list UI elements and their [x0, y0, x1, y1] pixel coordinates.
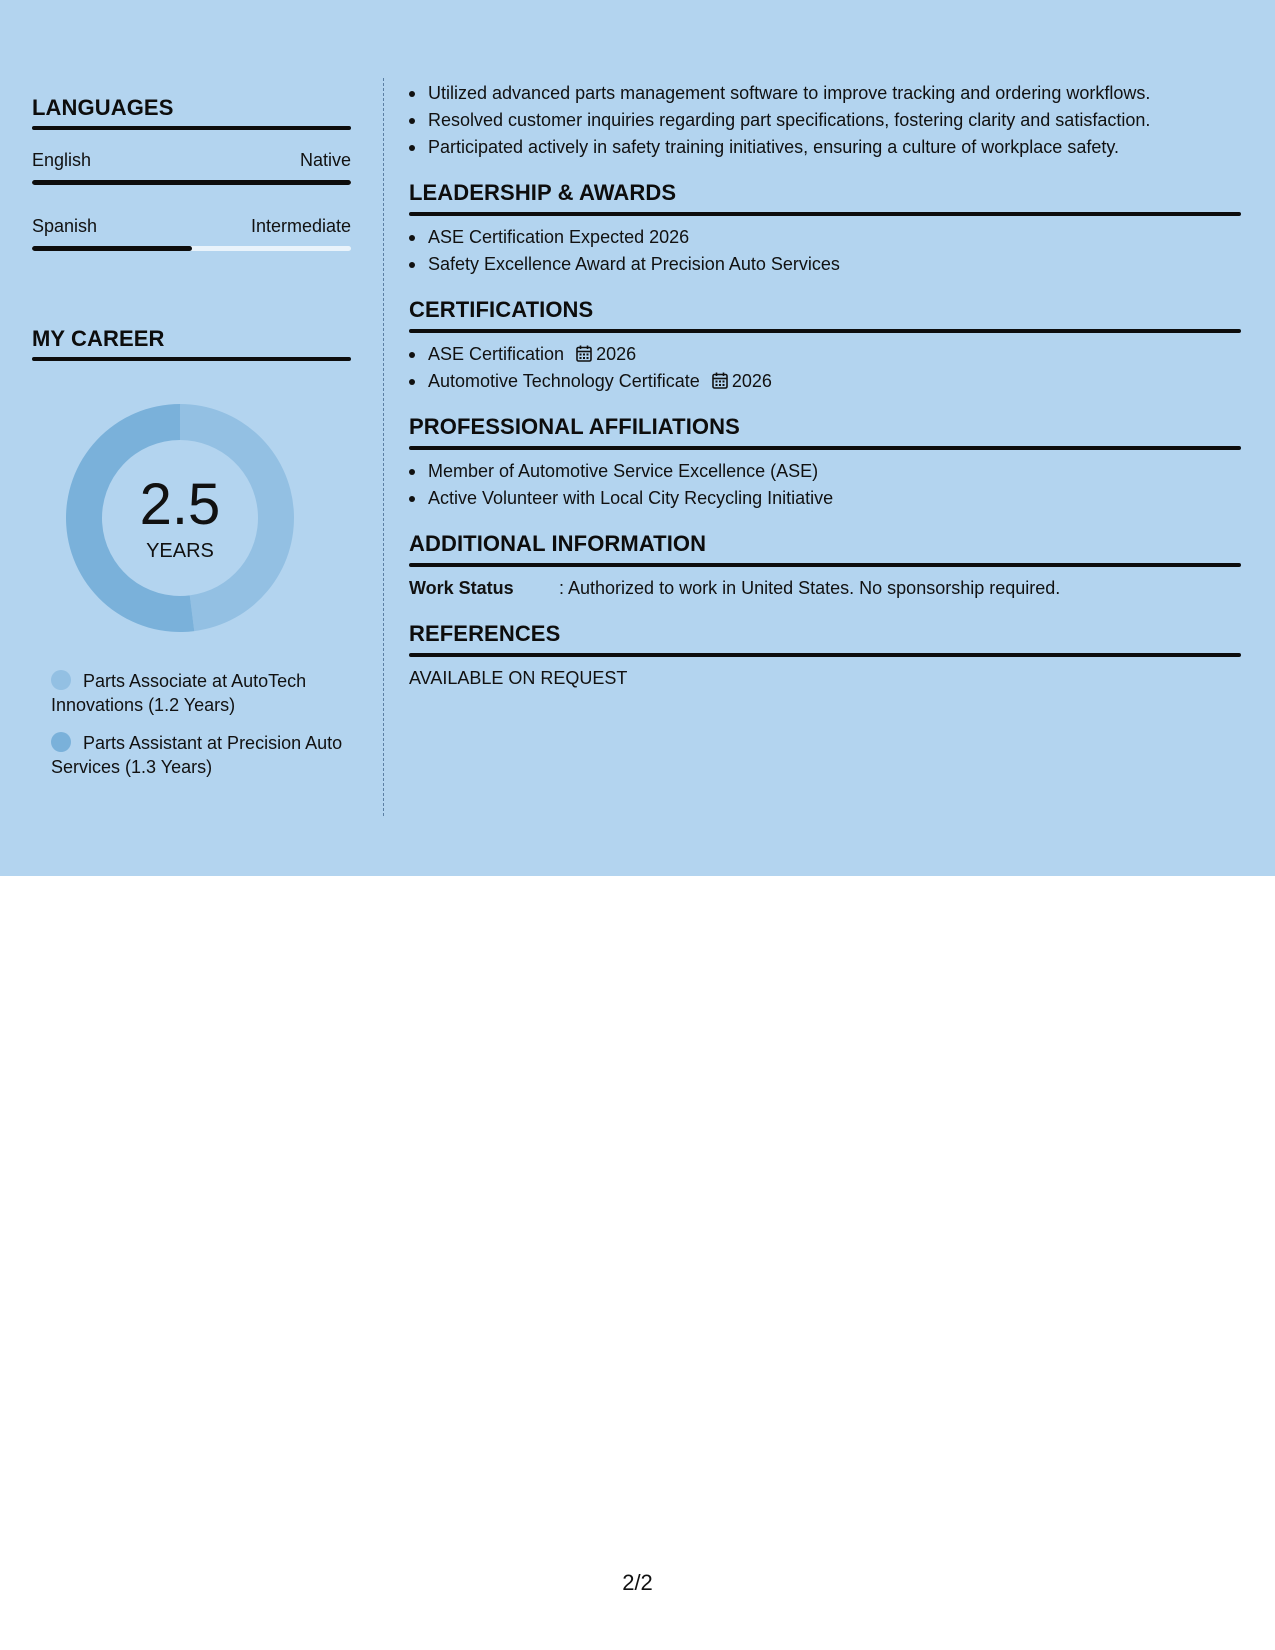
work-status-label: Work Status	[409, 578, 514, 598]
languages-rule	[32, 126, 351, 130]
affiliations-title: PROFESSIONAL AFFILIATIONS	[409, 414, 740, 439]
list-item: Utilized advanced parts management software to improve tracking and ordering workflows.	[409, 80, 1241, 107]
additional-info-rule	[409, 563, 1241, 567]
certification-name: ASE Certification	[428, 344, 565, 364]
language-name: Spanish	[32, 216, 98, 236]
main-content	[409, 80, 1241, 692]
list-item: Safety Excellence Award at Precision Auto Services	[409, 251, 1241, 278]
certification-year: 2026	[596, 344, 637, 364]
column-divider	[383, 78, 384, 816]
leadership-title: LEADERSHIP & AWARDS	[409, 180, 677, 205]
language-proficiency-bar	[32, 246, 351, 251]
language-item-spanish	[32, 214, 351, 251]
legend-item	[51, 669, 351, 717]
list-item: Member of Automotive Service Excellence (ASE)	[409, 458, 1241, 485]
certifications-rule	[409, 329, 1241, 333]
references-title: REFERENCES	[409, 621, 561, 646]
list-item: Resolved customer inquiries regarding part specifications, fostering clarity and satisfaction.	[409, 107, 1241, 134]
list-item: Participated actively in safety training initiatives, ensuring a culture of workplace safety.	[409, 134, 1241, 161]
page-number: 2/2	[622, 1570, 653, 1595]
work-status-value: : Authorized to work in United States. No sponsorship required.	[559, 578, 1061, 598]
sidebar	[32, 92, 351, 793]
certification-item	[409, 341, 1241, 368]
calendar-icon	[576, 345, 592, 362]
language-level: Native	[299, 150, 351, 170]
career-total-unit: YEARS	[146, 540, 214, 562]
languages-section	[32, 92, 351, 251]
certifications-section	[409, 294, 1241, 395]
legend-label: Parts Associate at AutoTech Innovations (1.2 Years)	[51, 671, 307, 715]
work-status-row	[409, 575, 1241, 602]
career-total-years: 2.5	[139, 472, 221, 537]
language-proficiency-bar	[32, 180, 351, 185]
legend-item	[51, 731, 351, 779]
career-section	[32, 323, 351, 779]
additional-info-title: ADDITIONAL INFORMATION	[409, 531, 707, 556]
list-item: ASE Certification Expected 2026	[409, 224, 1241, 251]
list-item: Active Volunteer with Local City Recycling Initiative	[409, 485, 1241, 512]
legend-label: Parts Assistant at Precision Auto Services (1.3 Years)	[51, 733, 343, 777]
language-name: English	[32, 150, 92, 170]
leadership-rule	[409, 212, 1241, 216]
donut-center	[65, 403, 295, 633]
certification-item	[409, 368, 1241, 395]
references-text: AVAILABLE ON REQUEST	[409, 668, 628, 688]
career-legend	[51, 669, 351, 779]
legend-dot	[51, 670, 71, 690]
experience-bullets	[409, 80, 1241, 161]
language-item-english	[32, 148, 351, 185]
language-proficiency-fill	[32, 180, 351, 185]
career-rule	[32, 357, 351, 361]
language-proficiency-fill	[32, 246, 192, 251]
additional-info-section	[409, 528, 1241, 602]
affiliations-rule	[409, 446, 1241, 450]
legend-dot	[51, 732, 71, 752]
affiliations-section	[409, 411, 1241, 512]
references-section	[409, 618, 1241, 692]
references-rule	[409, 653, 1241, 657]
certification-name: Automotive Technology Certificate	[428, 371, 700, 391]
leadership-section	[409, 177, 1241, 278]
languages-title: LANGUAGES	[32, 95, 174, 120]
certification-year: 2026	[731, 371, 772, 391]
certifications-title: CERTIFICATIONS	[409, 297, 594, 322]
career-title: MY CAREER	[32, 326, 165, 351]
career-donut-chart	[65, 403, 295, 633]
calendar-icon	[712, 372, 728, 389]
language-level: Intermediate	[250, 216, 351, 236]
